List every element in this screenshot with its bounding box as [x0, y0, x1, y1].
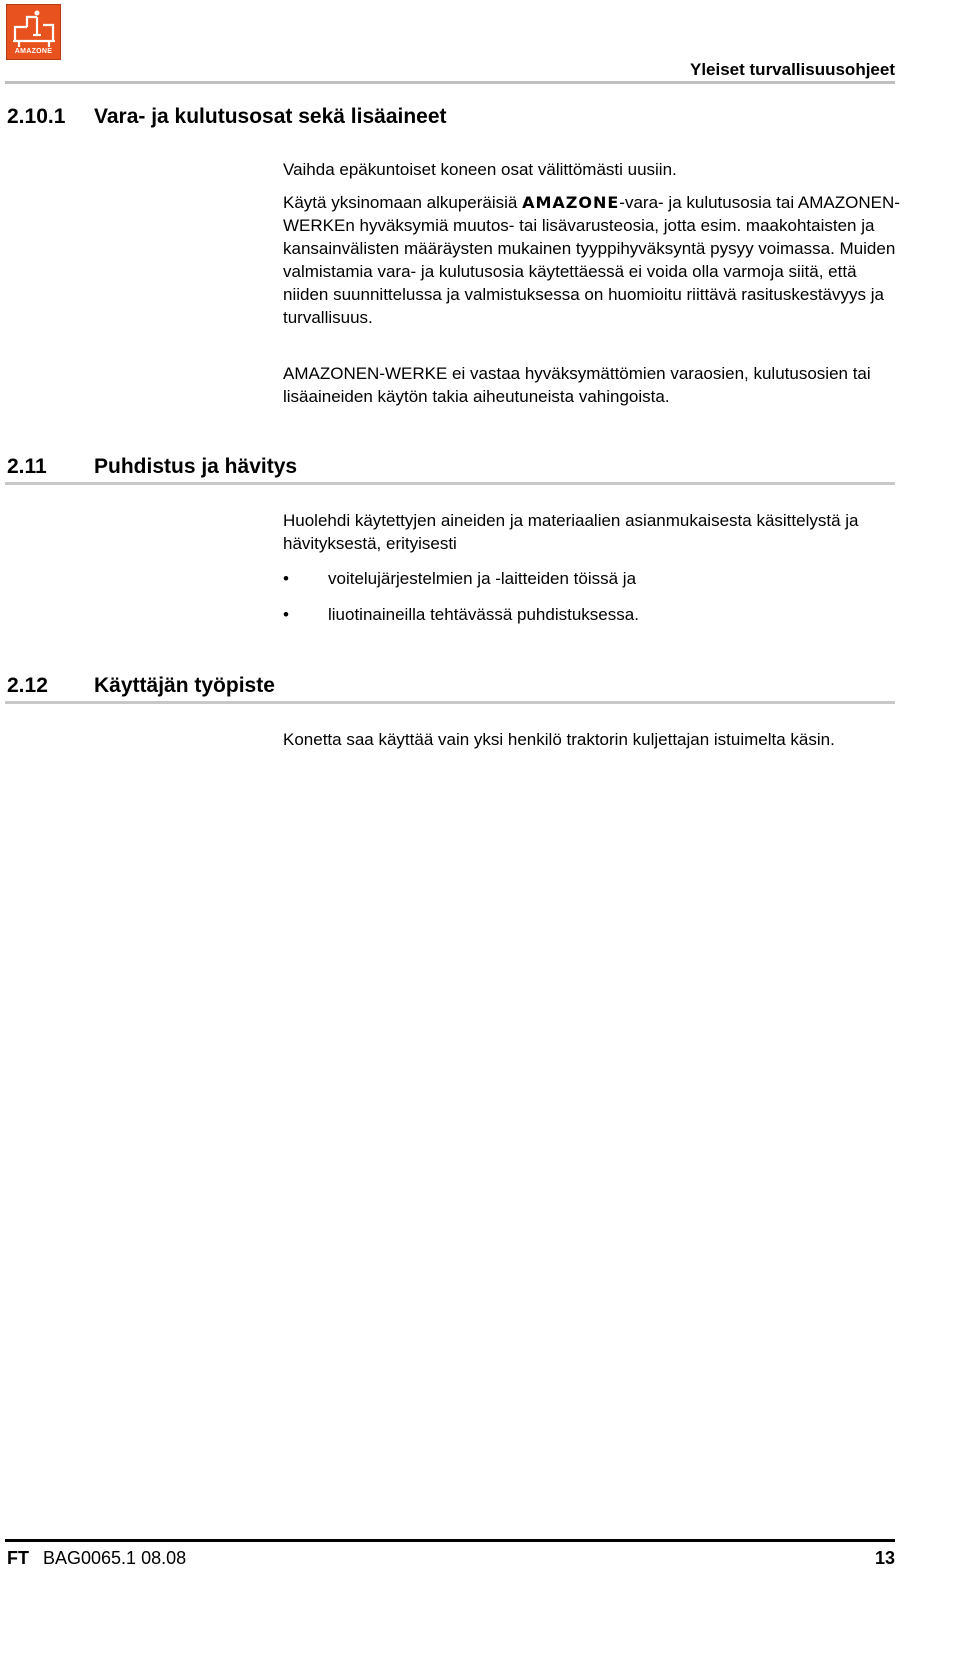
section-heading-2-11 — [7, 455, 297, 479]
amazone-logo — [6, 4, 61, 60]
section-title: Puhdistus ja hävitys — [94, 455, 298, 478]
section-number: 2.11 — [7, 455, 47, 478]
section-title: Vara- ja kulutusosat sekä lisäaineet — [94, 105, 447, 128]
paragraph-suffix: -vara- ja kulutusosia tai AMAZONEN-WERKEn hyväksymiä muutos- tai lisävarusteosia, jotta esim. maakohtaisten ja kansainvälisten määräysten mukainen tyyppihyväksyntä pysyy voimassa. Muiden valmistamia vara- ja kulutusosia käytettäessä ei voida olla varmoja siitä, että niiden suunnittelussa ja valmistuksessa on huomioitu riittävä rasituskestävyys ja turvallisuus. — [283, 193, 900, 327]
brand-wordmark: AMAZONE — [522, 193, 620, 212]
header-divider — [5, 81, 895, 84]
section-heading-2-12 — [7, 674, 275, 698]
section-heading-2-10-1 — [7, 105, 447, 129]
page-number: 13 — [874, 1548, 895, 1568]
paragraph-disposal-intro: Huolehdi käytettyjen aineiden ja materiaalien asianmukaisesta käsittelystä ja hävityksestä, erityisesti — [283, 511, 859, 553]
list-item-text: voitelujärjestelmien ja -laitteiden töissä ja — [328, 569, 637, 588]
list-item — [283, 567, 636, 590]
paragraph-liability: AMAZONEN-WERKE ei vastaa hyväksymättömien varaosien, kulutusosien tai lisäaineiden käytön takia aiheutuneista vahingoista. — [283, 364, 871, 406]
paragraph-original-parts — [283, 191, 903, 329]
list-item-text: liuotinaineilla tehtävässä puhdistuksessa. — [328, 605, 639, 624]
paragraph-replace-parts: Vaihda epäkuntoiset koneen osat välittömästi uusiin. — [283, 160, 677, 179]
section-title: Käyttäjän työpiste — [94, 674, 275, 697]
section-number: 2.10.1 — [7, 105, 66, 128]
footer-prefix: FT — [7, 1548, 29, 1568]
paragraph-prefix: Käytä yksinomaan alkuperäisiä — [283, 193, 523, 212]
section-divider — [5, 701, 895, 704]
page-header-title: Yleiset turvallisuusohjeet — [689, 60, 895, 79]
footer-doc-code: BAG0065.1 08.08 — [43, 1548, 187, 1568]
list-item — [283, 603, 639, 626]
footer-document-id — [7, 1548, 186, 1569]
footer-divider — [5, 1539, 895, 1542]
paragraph-operator-station: Konetta saa käyttää vain yksi henkilö traktorin kuljettajan istuimelta käsin. — [283, 730, 835, 749]
bullet-icon: • — [283, 569, 289, 588]
logo-text: AMAZONE — [14, 48, 53, 55]
section-divider — [5, 482, 895, 485]
section-number: 2.12 — [7, 674, 48, 697]
bullet-icon: • — [283, 605, 289, 624]
